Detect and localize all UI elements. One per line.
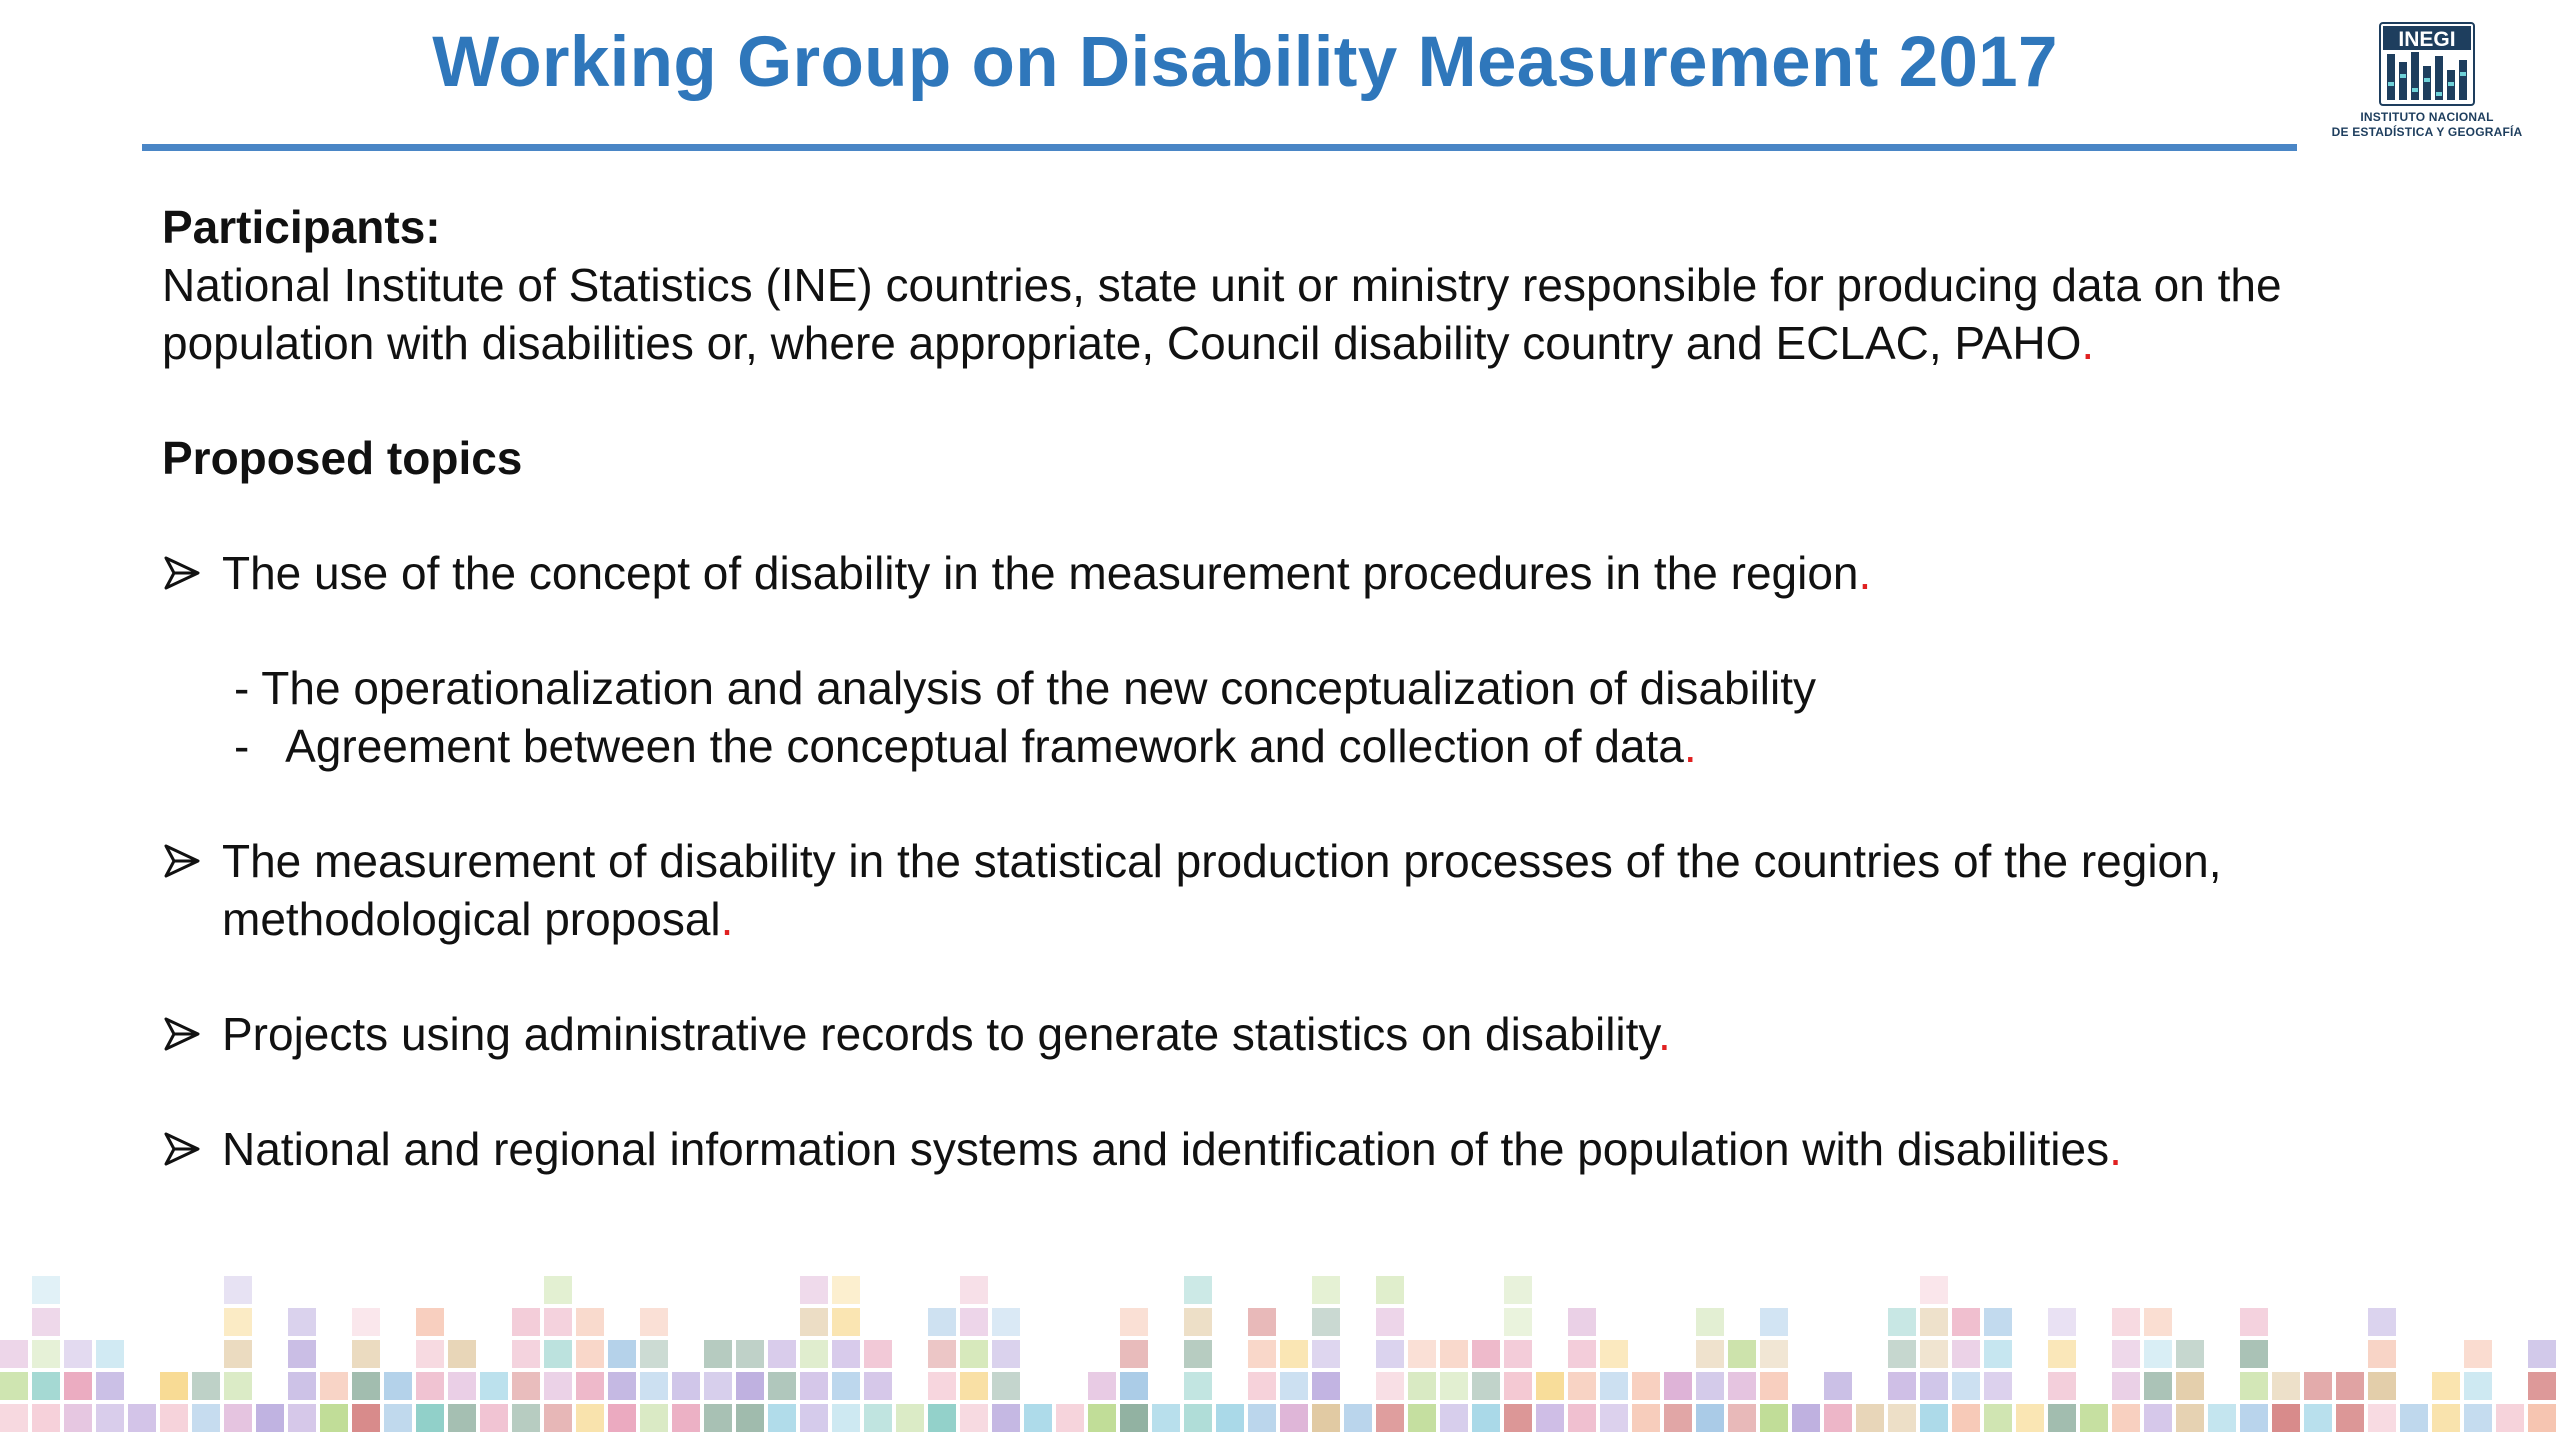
footer-pixel [2432, 1372, 2460, 1400]
footer-pixel [2048, 1372, 2076, 1400]
footer-pixel [2144, 1372, 2172, 1400]
footer-pixel [2304, 1404, 2332, 1432]
footer-pixel [1888, 1308, 1916, 1336]
footer-pixel [1184, 1404, 1212, 1432]
footer-pixel [352, 1308, 380, 1336]
footer-pixel [2080, 1404, 2108, 1432]
footer-pixel [800, 1404, 828, 1432]
footer-pixel [768, 1372, 796, 1400]
footer-pixel [1408, 1372, 1436, 1400]
footer-pixel [192, 1404, 220, 1432]
slide-body [162, 198, 2502, 1178]
footer-pixel [2528, 1340, 2556, 1368]
footer-pixel [0, 1404, 28, 1432]
footer-pixel [800, 1308, 828, 1336]
footer-pixel [1376, 1308, 1404, 1336]
footer-pixel [928, 1340, 956, 1368]
footer-pixel [1536, 1404, 1564, 1432]
footer-pixel [544, 1372, 572, 1400]
footer-pixel [384, 1404, 412, 1432]
footer-pixel [2176, 1372, 2204, 1400]
decorative-pixel-footer [0, 1250, 2560, 1440]
footer-pixel [544, 1340, 572, 1368]
logo-line-1: INSTITUTO NACIONAL [2360, 110, 2494, 124]
footer-pixel [1440, 1340, 1468, 1368]
footer-pixel [64, 1372, 92, 1400]
footer-pixel [1120, 1404, 1148, 1432]
footer-pixel [928, 1404, 956, 1432]
footer-pixel [768, 1404, 796, 1432]
footer-pixel [640, 1404, 668, 1432]
footer-pixel [1472, 1372, 1500, 1400]
participants-heading: Participants: [162, 201, 441, 253]
footer-pixel [1568, 1308, 1596, 1336]
footer-pixel [1696, 1340, 1724, 1368]
footer-pixel [224, 1276, 252, 1304]
footer-pixel [992, 1308, 1020, 1336]
topic-item-4: National and regional information systems and identification of the population with disabilities. [162, 1120, 2502, 1178]
footer-pixel [1696, 1372, 1724, 1400]
footer-pixel [512, 1340, 540, 1368]
arrowhead-bullet-icon [162, 544, 206, 602]
footer-pixel [1856, 1404, 1884, 1432]
footer-pixel [800, 1372, 828, 1400]
footer-pixel [480, 1404, 508, 1432]
footer-pixel [1664, 1372, 1692, 1400]
footer-pixel [160, 1372, 188, 1400]
footer-pixel [832, 1340, 860, 1368]
footer-pixel [896, 1404, 924, 1432]
footer-pixel [2240, 1340, 2268, 1368]
topics-heading: Proposed topics [162, 432, 523, 484]
footer-pixel [1408, 1340, 1436, 1368]
footer-pixel [2208, 1404, 2236, 1432]
footer-pixel [1120, 1340, 1148, 1368]
footer-pixel [608, 1404, 636, 1432]
footer-pixel [1728, 1404, 1756, 1432]
slide-title: Working Group on Disability Measurement 2017 [432, 23, 2058, 102]
footer-pixel [832, 1372, 860, 1400]
footer-pixel [1440, 1404, 1468, 1432]
footer-pixel [448, 1404, 476, 1432]
footer-pixel [1120, 1372, 1148, 1400]
footer-pixel [96, 1372, 124, 1400]
footer-pixel [1152, 1404, 1180, 1432]
footer-pixel [1184, 1308, 1212, 1336]
footer-pixel [1248, 1404, 1276, 1432]
footer-pixel [352, 1340, 380, 1368]
footer-pixel [1632, 1404, 1660, 1432]
footer-pixel [576, 1308, 604, 1336]
footer-pixel [480, 1372, 508, 1400]
footer-pixel [1504, 1404, 1532, 1432]
footer-pixel [1408, 1404, 1436, 1432]
footer-pixel [352, 1372, 380, 1400]
footer-pixel [288, 1404, 316, 1432]
footer-pixel [2368, 1372, 2396, 1400]
footer-pixel [1600, 1340, 1628, 1368]
footer-pixel [1760, 1308, 1788, 1336]
footer-pixel [2464, 1372, 2492, 1400]
footer-pixel [864, 1404, 892, 1432]
footer-pixel [1920, 1404, 1948, 1432]
footer-pixel [1472, 1340, 1500, 1368]
footer-pixel [288, 1308, 316, 1336]
footer-pixel [384, 1372, 412, 1400]
footer-pixel [2016, 1404, 2044, 1432]
footer-pixel [448, 1372, 476, 1400]
footer-pixel [160, 1404, 188, 1432]
footer-pixel [1760, 1404, 1788, 1432]
footer-pixel [1472, 1404, 1500, 1432]
footer-pixel [192, 1372, 220, 1400]
footer-pixel [1216, 1404, 1244, 1432]
footer-pixel [960, 1404, 988, 1432]
footer-pixel [1696, 1308, 1724, 1336]
footer-pixel [1920, 1340, 1948, 1368]
footer-pixel [2464, 1340, 2492, 1368]
participants-period: . [2081, 317, 2095, 369]
footer-pixel [2048, 1308, 2076, 1336]
footer-pixel [1312, 1276, 1340, 1304]
footer-pixel [1504, 1340, 1532, 1368]
topic-item-2: The measurement of disability in the statistical production processes of the countries of the region, methodological proposal. [162, 832, 2502, 948]
footer-pixel [416, 1308, 444, 1336]
footer-pixel [416, 1404, 444, 1432]
pixel-bars-decoration [0, 1250, 2560, 1440]
footer-pixel [64, 1340, 92, 1368]
footer-pixel [1600, 1404, 1628, 1432]
footer-pixel [1184, 1340, 1212, 1368]
footer-pixel [992, 1340, 1020, 1368]
footer-pixel [2528, 1404, 2556, 1432]
footer-pixel [928, 1308, 956, 1336]
footer-pixel [544, 1404, 572, 1432]
footer-pixel [768, 1340, 796, 1368]
footer-pixel [96, 1340, 124, 1368]
footer-pixel [224, 1404, 252, 1432]
footer-pixel [1984, 1372, 2012, 1400]
footer-pixel [1568, 1340, 1596, 1368]
footer-pixel [0, 1372, 28, 1400]
footer-pixel [1440, 1372, 1468, 1400]
footer-pixel [1312, 1404, 1340, 1432]
footer-pixel [832, 1308, 860, 1336]
footer-pixel [1632, 1372, 1660, 1400]
footer-pixel [64, 1404, 92, 1432]
footer-pixel [1376, 1340, 1404, 1368]
footer-pixel [2112, 1372, 2140, 1400]
footer-pixel [1280, 1404, 1308, 1432]
footer-pixel [2368, 1308, 2396, 1336]
inegi-logo [2322, 22, 2532, 142]
footer-pixel [1184, 1372, 1212, 1400]
footer-pixel [2112, 1308, 2140, 1336]
footer-pixel [1888, 1404, 1916, 1432]
footer-pixel [1376, 1372, 1404, 1400]
footer-pixel [544, 1276, 572, 1304]
footer-pixel [640, 1308, 668, 1336]
footer-pixel [1504, 1308, 1532, 1336]
footer-pixel [640, 1340, 668, 1368]
footer-pixel [1024, 1404, 1052, 1432]
footer-pixel [1120, 1308, 1148, 1336]
footer-pixel [320, 1404, 348, 1432]
footer-pixel [800, 1276, 828, 1304]
footer-pixel [1088, 1404, 1116, 1432]
topic-subitem-1: - The operationalization and analysis of the new conceptualization of disability [234, 662, 1817, 714]
footer-pixel [0, 1340, 28, 1368]
footer-pixel [352, 1404, 380, 1432]
footer-pixel [1792, 1404, 1820, 1432]
footer-pixel [2496, 1404, 2524, 1432]
logo-acronym: INEGI [2398, 28, 2456, 51]
footer-pixel [2304, 1372, 2332, 1400]
footer-pixel [1312, 1308, 1340, 1336]
participants-text: National Institute of Statistics (INE) countries, state unit or ministry responsible for producing data on the population with disabilities or, where appropriate, Council disability country and ECLAC, PAHO. [162, 259, 2282, 369]
logo-line-2: DE ESTADÍSTICA Y GEOGRAFÍA [2331, 125, 2523, 139]
footer-pixel [1664, 1404, 1692, 1432]
footer-pixel [2144, 1340, 2172, 1368]
footer-pixel [2368, 1404, 2396, 1432]
footer-pixel [1248, 1372, 1276, 1400]
footer-pixel [960, 1276, 988, 1304]
footer-pixel [32, 1308, 60, 1336]
title-underline [142, 144, 2297, 151]
topic-item-3: Projects using administrative records to generate statistics on disability. [162, 1005, 2502, 1063]
footer-pixel [2336, 1372, 2364, 1400]
footer-pixel [1824, 1404, 1852, 1432]
footer-pixel [704, 1372, 732, 1400]
footer-pixel [864, 1372, 892, 1400]
footer-pixel [1568, 1404, 1596, 1432]
footer-pixel [1920, 1308, 1948, 1336]
footer-pixel [320, 1372, 348, 1400]
footer-pixel [224, 1308, 252, 1336]
footer-pixel [576, 1372, 604, 1400]
footer-pixel [1280, 1372, 1308, 1400]
footer-pixel [1920, 1276, 1948, 1304]
footer-pixel [928, 1372, 956, 1400]
footer-pixel [1760, 1340, 1788, 1368]
footer-pixel [1504, 1276, 1532, 1304]
inegi-logo-icon [2379, 22, 2475, 106]
footer-pixel [416, 1340, 444, 1368]
footer-pixel [1248, 1308, 1276, 1336]
footer-pixel [1984, 1308, 2012, 1336]
footer-pixel [1344, 1404, 1372, 1432]
footer-pixel [576, 1340, 604, 1368]
footer-pixel [992, 1372, 1020, 1400]
footer-pixel [1952, 1340, 1980, 1368]
footer-pixel [960, 1340, 988, 1368]
footer-pixel [1248, 1340, 1276, 1368]
footer-pixel [544, 1308, 572, 1336]
footer-pixel [2336, 1404, 2364, 1432]
footer-pixel [256, 1404, 284, 1432]
footer-pixel [32, 1340, 60, 1368]
footer-pixel [960, 1372, 988, 1400]
footer-pixel [1504, 1372, 1532, 1400]
footer-pixel [2272, 1404, 2300, 1432]
footer-pixel [448, 1340, 476, 1368]
footer-pixel [1376, 1276, 1404, 1304]
footer-pixel [640, 1372, 668, 1400]
footer-pixel [2144, 1308, 2172, 1336]
footer-pixel [1568, 1372, 1596, 1400]
footer-pixel [1280, 1340, 1308, 1368]
arrowhead-bullet-icon [162, 1120, 206, 1178]
footer-pixel [2112, 1340, 2140, 1368]
footer-pixel [608, 1340, 636, 1368]
footer-pixel [288, 1340, 316, 1368]
footer-pixel [1696, 1404, 1724, 1432]
footer-pixel [1376, 1404, 1404, 1432]
footer-pixel [1088, 1372, 1116, 1400]
footer-pixel [1920, 1372, 1948, 1400]
footer-pixel [224, 1340, 252, 1368]
footer-pixel [2272, 1372, 2300, 1400]
footer-pixel [832, 1276, 860, 1304]
footer-pixel [992, 1404, 1020, 1432]
footer-pixel [736, 1404, 764, 1432]
footer-pixel [672, 1404, 700, 1432]
footer-pixel [2400, 1404, 2428, 1432]
footer-pixel [1728, 1372, 1756, 1400]
footer-pixel [1056, 1404, 1084, 1432]
footer-pixel [512, 1404, 540, 1432]
footer-pixel [2048, 1340, 2076, 1368]
footer-pixel [224, 1372, 252, 1400]
footer-pixel [32, 1372, 60, 1400]
footer-pixel [2176, 1340, 2204, 1368]
footer-pixel [672, 1372, 700, 1400]
footer-pixel [2144, 1404, 2172, 1432]
footer-pixel [1760, 1372, 1788, 1400]
footer-pixel [2368, 1340, 2396, 1368]
footer-pixel [1984, 1340, 2012, 1368]
footer-pixel [1312, 1340, 1340, 1368]
footer-pixel [1312, 1372, 1340, 1400]
arrowhead-bullet-icon [162, 1005, 206, 1063]
footer-pixel [1536, 1372, 1564, 1400]
footer-pixel [1952, 1404, 1980, 1432]
footer-pixel [1824, 1372, 1852, 1400]
footer-pixel [1888, 1372, 1916, 1400]
footer-pixel [2176, 1404, 2204, 1432]
footer-pixel [1728, 1340, 1756, 1368]
footer-pixel [2112, 1404, 2140, 1432]
footer-pixel [1184, 1276, 1212, 1304]
footer-pixel [960, 1308, 988, 1336]
footer-pixel [32, 1276, 60, 1304]
footer-pixel [512, 1372, 540, 1400]
footer-pixel [2240, 1404, 2268, 1432]
arrowhead-bullet-icon [162, 832, 206, 890]
topic-subitem-2: - Agreement between the conceptual framework and collection of data. [234, 720, 1697, 772]
footer-pixel [1888, 1340, 1916, 1368]
footer-pixel [1952, 1372, 1980, 1400]
footer-pixel [288, 1372, 316, 1400]
footer-pixel [832, 1404, 860, 1432]
footer-pixel [2432, 1404, 2460, 1432]
footer-pixel [2464, 1404, 2492, 1432]
footer-pixel [2048, 1404, 2076, 1432]
topic-item-1: The use of the concept of disability in the measurement procedures in the region. [162, 544, 2502, 602]
footer-pixel [704, 1340, 732, 1368]
footer-pixel [512, 1308, 540, 1336]
footer-pixel [608, 1372, 636, 1400]
footer-pixel [1600, 1372, 1628, 1400]
footer-pixel [416, 1372, 444, 1400]
footer-pixel [1984, 1404, 2012, 1432]
footer-pixel [32, 1404, 60, 1432]
footer-pixel [736, 1372, 764, 1400]
footer-pixel [576, 1404, 604, 1432]
footer-pixel [1952, 1308, 1980, 1336]
footer-pixel [128, 1404, 156, 1432]
footer-pixel [2240, 1372, 2268, 1400]
footer-pixel [96, 1404, 124, 1432]
footer-pixel [800, 1340, 828, 1368]
footer-pixel [864, 1340, 892, 1368]
footer-pixel [736, 1340, 764, 1368]
footer-pixel [2528, 1372, 2556, 1400]
footer-pixel [704, 1404, 732, 1432]
footer-pixel [2240, 1308, 2268, 1336]
